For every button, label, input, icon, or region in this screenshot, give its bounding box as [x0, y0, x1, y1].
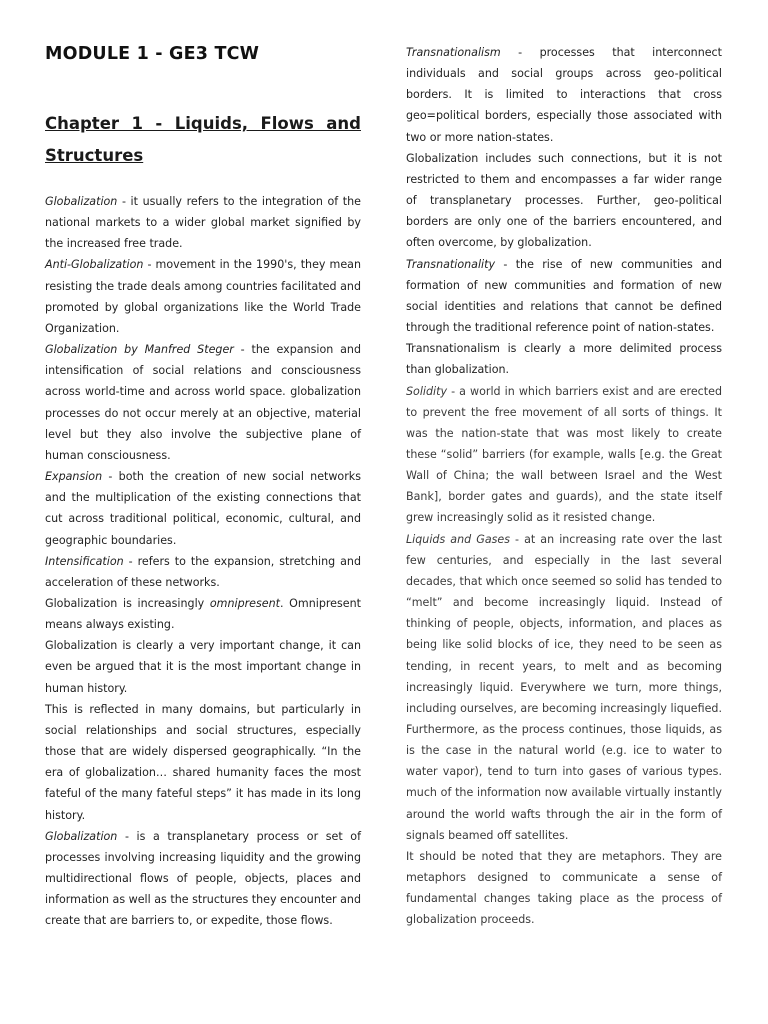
module-title: MODULE 1 - GE3 TCW — [45, 44, 260, 64]
paragraph-solidity — [406, 381, 722, 529]
term-label: Solidity — [406, 384, 448, 398]
paragraph-transplanetary — [45, 826, 361, 932]
term-label: Transnationalism — [406, 46, 501, 59]
paragraph-liquids-gases — [406, 529, 722, 846]
paragraph-connections — [406, 148, 722, 254]
paragraph-intensification — [45, 551, 361, 593]
term-label: Anti-Globalization — [45, 258, 144, 272]
term-label: Globalization by Manfred Steger — [45, 343, 234, 357]
body-text: Globalization includes such connections, but it is not restricted to them and encompasses a far wider range of transplanetary processes. Further, geo-political borders are only one of the barriers encountered, and often overcome, by globalization. — [406, 151, 722, 250]
body-text: Transnationalism is clearly a more delimited process than globalization. — [406, 342, 722, 377]
paragraph-anti-globalization — [45, 254, 361, 339]
paragraph-important-change — [45, 635, 361, 698]
body-text: This is reflected in many domains, but particularly in social relationships and social structures, especially those that are widely dispersed geographically. “In the era of globalization… shared humanity faces the most fateful of the many fateful steps” it has made in its long history. — [45, 702, 361, 822]
definition-text: - is a transplanetary process or set of processes involving increasing liquidity and the growing multidirectional flows of people, objects, places and information as well as the structures they encounter and create that are barriers to, or expedite, those flows. — [45, 829, 361, 928]
paragraph-globalization-definition — [45, 191, 361, 254]
paragraph-delimited — [406, 338, 722, 380]
body-text: Globalization is increasingly — [45, 596, 210, 610]
paragraph-transnationalism — [406, 42, 722, 148]
paragraph-transnationality — [406, 254, 722, 339]
right-body-text — [406, 42, 722, 931]
definition-text: - it usually refers to the integration of the national markets to a wider global market signified by the increased free trade. — [45, 195, 361, 251]
left-body-text — [45, 191, 361, 931]
definition-text: - movement in the 1990's, they mean resisting the trade deals among countries facilitated and promoted by global organizations like the World Trade Organization. — [45, 258, 361, 335]
term-label: Globalization — [45, 829, 118, 843]
paragraph-steger — [45, 339, 361, 466]
body-text: . Omnipresent means always existing. — [45, 596, 361, 632]
body-text: Globalization is clearly a very important change, it can even be argued that it is the most important change in human history. — [45, 639, 361, 695]
definition-text: - the rise of new communities and formation of new communities and formation of new social identities and relations that cannot be defined through the traditional reference point of nation-states. — [406, 257, 722, 335]
term-label: Intensification — [45, 554, 124, 568]
chapter-heading: Chapter 1 - Liquids, Flows and Structures — [45, 114, 361, 165]
definition-text: - processes that interconnect individuals and social groups across geo-political borders. It is limited to interactions that cross geo=political borders, especially those associated with two or more nation-states. — [406, 46, 722, 144]
term-label: Transnationality — [406, 257, 496, 271]
term-label: Expansion — [45, 470, 103, 484]
term-label: Liquids and Gases — [406, 532, 510, 546]
body-text: It should be noted that they are metaphors. They are metaphors designed to communicate a sense of fundamental changes taking place as the process of globalization proceeds. — [406, 849, 722, 927]
paragraph-metaphors — [406, 846, 722, 931]
emphasis-text: omnipresent — [209, 596, 280, 610]
definition-text: - refers to the expansion, stretching and acceleration of these networks. — [45, 554, 361, 589]
paragraph-expansion — [45, 466, 361, 551]
paragraph-omnipresent — [45, 593, 361, 635]
definition-text: - at an increasing rate over the last few centuries, and especially in the last several decades, that which once seemed so solid has tended to “melt” and become increasingly liquid. Instead of thinking of people, objects, information, and places as being like solid blocks of ice, they need to be seen as tending, in recent years, to melt and as becoming increasingly liquid. Everywhere we turn, more things, including ourselves, are becoming increasingly liquefied. Furthermore, as the process continues, those liquids, as is the case in the natural world (e.g. ice to water to water vapor), tend to turn into gases of various types. much of the information now available virtually instantly around the world wafts through the air in the form of signals beamed off satellites. — [406, 532, 722, 842]
term-label: Globalization — [45, 195, 118, 208]
definition-text: - both the creation of new social networks and the multiplication of the existing connections that cut across traditional political, economic, cultural, and geographic boundaries. — [45, 470, 361, 547]
paragraph-domains — [45, 699, 361, 826]
definition-text: - the expansion and intensification of social relations and consciousness across world-time and across world space. globalization processes do not occur merely at an objective, material level but they also involve the subjective plane of human consciousness. — [45, 343, 361, 462]
definition-text: - a world in which barriers exist and are erected to prevent the free movement of all sorts of things. It was the nation-state that was most likely to create these “solid” barriers (for example, walls [e.g. the Great Wall of China; the wall between Israel and the West Bank], border gates and guards), and the state itself grew increasingly solid as it resisted change. — [406, 384, 722, 525]
